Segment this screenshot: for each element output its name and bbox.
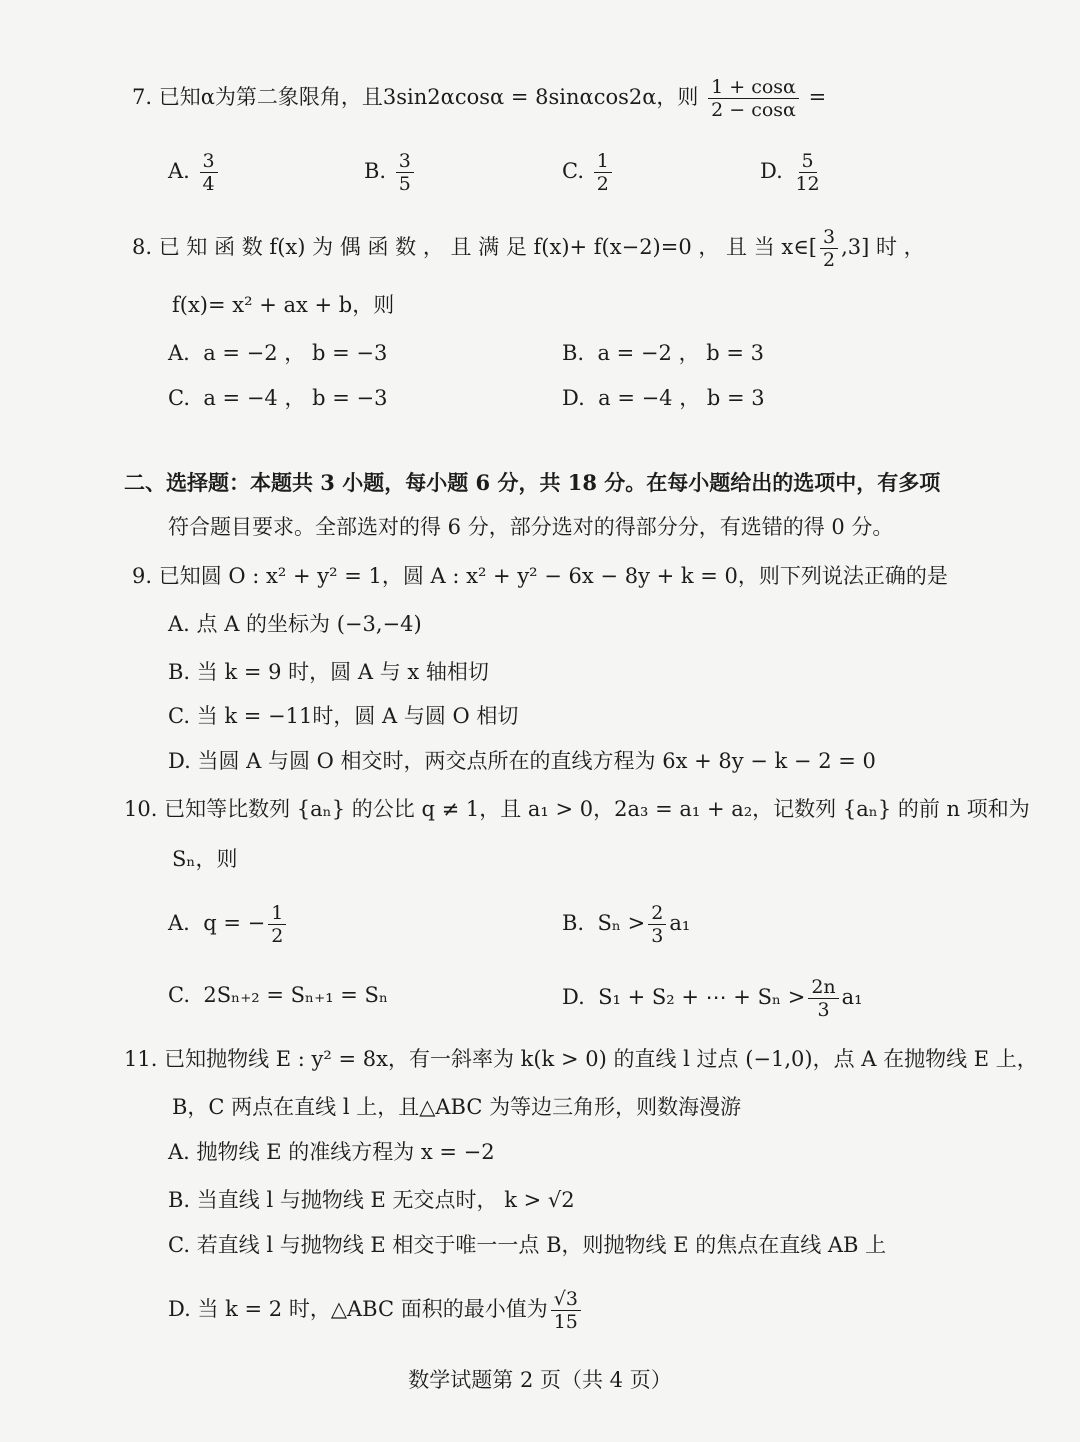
question-number: 10. — [124, 797, 158, 821]
option-text: a = −2 ， b = −3 — [203, 341, 388, 365]
numerator: 5 — [799, 150, 817, 173]
numerator: 2n — [808, 976, 838, 999]
denominator: 2 − cosα — [711, 99, 796, 121]
option-label: A. — [168, 612, 190, 636]
q11-option-a — [168, 1137, 495, 1167]
denominator: 5 — [398, 173, 411, 195]
section-2-heading: 二、选择题：本题共 3 小题，每小题 6 分，共 18 分。在每小题给出的选项中，有多项 — [124, 470, 941, 495]
q9-option-d — [168, 746, 876, 776]
numerator: 3 — [200, 150, 218, 173]
option-label: C. — [168, 386, 190, 410]
denominator: 2 — [822, 249, 836, 271]
option-label: B. — [168, 1188, 191, 1212]
option-label: B. — [562, 341, 585, 365]
fraction — [708, 76, 799, 121]
option-text: 当 k = 9 时，圆 A 与 x 轴相切 — [196, 660, 489, 684]
numerator: 3 — [820, 226, 838, 249]
option-label: A. — [168, 341, 190, 365]
q8-option-b — [562, 338, 764, 368]
option-label: D. — [168, 1297, 191, 1321]
option-text-tail: a₁ — [669, 911, 691, 935]
denominator: 2 — [596, 173, 609, 195]
option-label: A. — [168, 159, 190, 183]
fraction — [396, 150, 414, 195]
q8-option-c — [168, 383, 387, 413]
option-label: B. — [364, 159, 387, 183]
q10-option-b — [562, 902, 690, 947]
option-text: S₁ + S₂ + ⋯ + Sₙ > — [598, 985, 806, 1009]
option-text: 点 A 的坐标为 (−3,−4) — [196, 612, 422, 636]
q7-option-a — [168, 150, 221, 195]
q10-option-a — [168, 902, 289, 947]
option-label: D. — [168, 749, 191, 773]
option-label: D. — [562, 985, 585, 1009]
q8-option-a — [168, 338, 387, 368]
denominator: 4 — [202, 173, 215, 195]
question-11 — [124, 1044, 1038, 1074]
q8-option-d — [562, 383, 765, 413]
fraction — [200, 150, 218, 195]
denominator: 2 — [271, 925, 284, 947]
denominator: 12 — [795, 173, 820, 195]
q11-option-b — [168, 1185, 575, 1215]
option-label: C. — [168, 1233, 190, 1257]
numerator: 1 — [268, 902, 286, 925]
option-text: 当 k = −11时，圆 A 与圆 O 相切 — [196, 704, 519, 728]
question-stem: 已 知 函 数 f(x) 为 偶 函 数 ， 且 满 足 f(x)+ f(x−2)=0 ， 且 当 x∈[ — [158, 235, 817, 259]
numerator: 2 — [648, 902, 666, 925]
question-number: 7. — [132, 85, 153, 109]
option-text-tail: a₁ — [841, 985, 863, 1009]
question-number: 9. — [132, 564, 153, 588]
q9-option-b — [168, 657, 489, 687]
fraction — [792, 150, 822, 195]
option-text: Sₙ > — [597, 911, 646, 935]
fraction — [268, 902, 286, 947]
q10-option-d — [562, 976, 863, 1021]
option-label: A. — [168, 911, 190, 935]
question-stem: 已知圆 O : x² + y² = 1，圆 A : x² + y² − 6x − 8y + k = 0，则下列说法正确的是 — [158, 564, 948, 588]
option-label: C. — [562, 159, 584, 183]
question-8 — [132, 226, 925, 271]
question-9 — [132, 561, 948, 591]
question-10-line-2: Sₙ，则 — [172, 847, 238, 871]
question-7 — [132, 76, 826, 121]
fraction — [594, 150, 612, 195]
numerator: 1 — [594, 150, 612, 173]
q7-option-d — [760, 150, 826, 195]
option-label: C. — [168, 983, 190, 1007]
option-text: 当直线 l 与抛物线 E 无交点时， k > √2 — [196, 1188, 575, 1212]
question-number: 8. — [132, 235, 153, 259]
q10-option-c — [168, 980, 388, 1010]
q9-option-c — [168, 701, 518, 731]
question-stem-tail: ,3] 时 ， — [841, 235, 925, 259]
option-text: 若直线 l 与抛物线 E 相交于唯一一点 B，则抛物线 E 的焦点在直线 AB 上 — [196, 1233, 887, 1257]
option-text: 2Sₙ₊₂ = Sₙ₊₁ = Sₙ — [203, 983, 389, 1007]
denominator: 15 — [553, 1311, 578, 1333]
q7-option-b — [364, 150, 417, 195]
option-text: 当圆 A 与圆 O 相交时，两交点所在的直线方程为 6x + 8y − k − 2 = 0 — [197, 749, 876, 773]
page-footer: 数学试题第 2 页（共 4 页） — [408, 1368, 672, 1392]
fraction — [648, 902, 666, 947]
option-text: a = −4 ， b = −3 — [203, 386, 388, 410]
option-label: C. — [168, 704, 190, 728]
equals: = — [808, 85, 827, 109]
option-label: B. — [168, 660, 191, 684]
q7-option-c — [562, 150, 615, 195]
option-label: D. — [562, 386, 585, 410]
option-label: D. — [760, 159, 783, 183]
q11-option-c — [168, 1230, 886, 1260]
section-2-instructions: 符合题目要求。全部选对的得 6 分，部分选对的得部分分，有选错的得 0 分。 — [168, 515, 894, 539]
denominator: 3 — [651, 925, 664, 947]
denominator: 3 — [817, 999, 830, 1021]
option-label: B. — [562, 911, 585, 935]
numerator: 1 + cosα — [708, 76, 799, 99]
question-10 — [124, 794, 1030, 824]
numerator: 3 — [396, 150, 414, 173]
q9-option-a — [168, 609, 422, 639]
fraction — [820, 226, 838, 271]
question-8-line-2: f(x)= x² + ax + b，则 — [172, 293, 395, 317]
question-stem: 已知α为第二象限角，且3sin2αcosα = 8sinαcos2α，则 — [158, 85, 699, 109]
q11-option-d — [168, 1288, 584, 1333]
question-11-line-2: B，C 两点在直线 l 上，且△ABC 为等边三角形，则数海漫游 — [172, 1095, 742, 1119]
fraction — [808, 976, 838, 1021]
option-text: a = −4 ， b = 3 — [598, 386, 765, 410]
question-number: 11. — [124, 1047, 158, 1071]
question-stem: 已知抛物线 E : y² = 8x，有一斜率为 k(k > 0) 的直线 l 过点 (−1,0)，点 A 在抛物线 E 上， — [164, 1047, 1038, 1071]
question-stem: 已知等比数列 {aₙ} 的公比 q ≠ 1，且 a₁ > 0，2a₃ = a₁ + a₂，记数列 {aₙ} 的前 n 项和为 — [164, 797, 1030, 821]
option-text: 抛物线 E 的准线方程为 x = −2 — [196, 1140, 495, 1164]
fraction — [551, 1288, 581, 1333]
option-label: A. — [168, 1140, 190, 1164]
option-text: a = −2 ， b = 3 — [597, 341, 764, 365]
option-text: q = − — [203, 911, 266, 935]
option-text: 当 k = 2 时，△ABC 面积的最小值为 — [197, 1297, 548, 1321]
numerator: √3 — [551, 1288, 581, 1311]
